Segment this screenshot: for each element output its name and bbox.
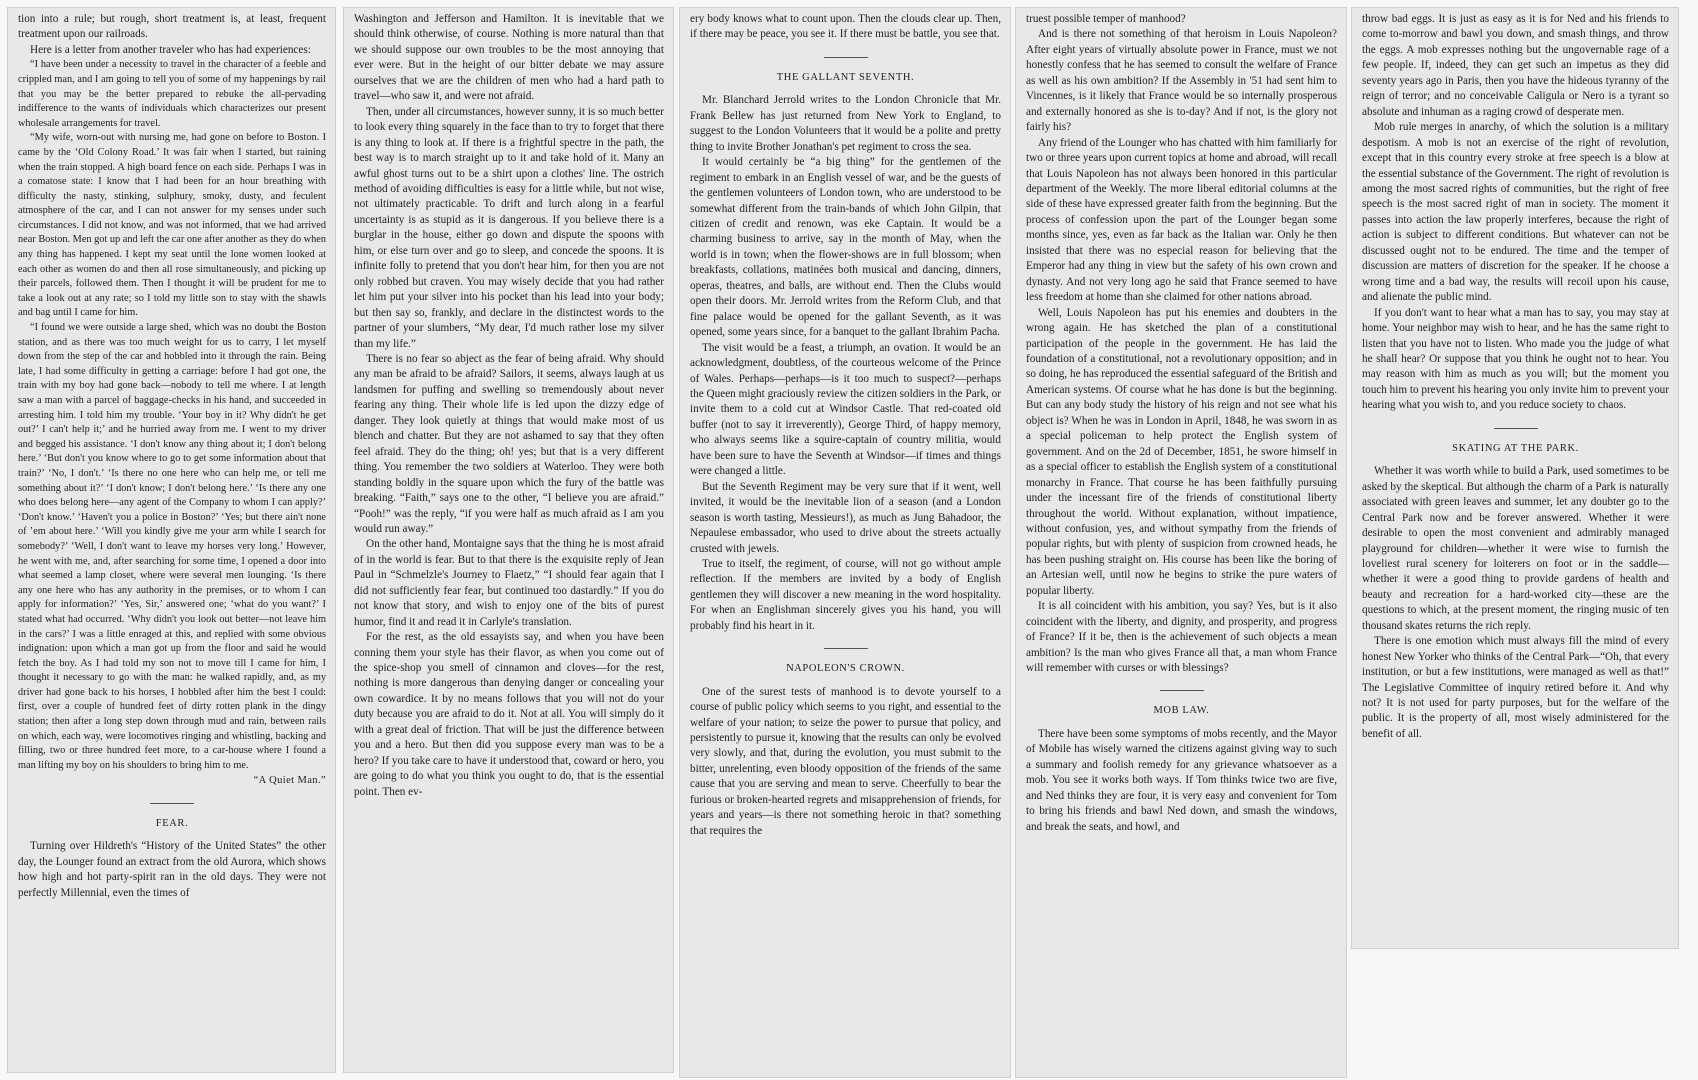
article-paragraph: Whether it was worth while to build a Park, used sometimes to be asked by the skeptical. But although the charm of a Park is naturally associated with green leaves and summer, let any doubter go to the Central Park now and be forever answered. Whether it were desirable to open the most convenient and admirably managed playground for children—whether it were wise to furnish the loveliest rural scenery for loiterers on foot or in the saddle—whether it were a good thing to provide gardens of health and beauty and recreation for a hard-worked city—these are the questions to which, at the present moment, the ringing music of ten thousand skates returns the rich reply. [1362, 465, 1669, 632]
article-paragraph: truest possible temper of manhood? [1026, 13, 1186, 25]
article-paragraph: True to itself, the regiment, of course, will not go without ample reflection. If the members are invited by a body of English gentlemen they will discover a new meaning in the word hospitality. For when an Englishman sincerely gives you his hand, you will probably find his heart in it. [690, 557, 1001, 632]
section-heading: THE GALLANT SEVENTH. [776, 71, 915, 83]
article-paragraph: Well, Louis Napoleon has put his enemies and doubters in the wrong again. He has sketched the plan of a constitutional participation of the people in the government. He has laid the foundation of a constitutional, not a revolutionary opposition; and in so doing, he has reproduced the essential safeguard of the British and American systems. Of course what he has done is but the beginning. But can any body study the history of his reign and not see what his object is? When he was in London in April, 1848, he was sworn in as a special policeman to help protect the English system of government. And on the 2d of December, 1851, he swore himself in as a special officer to establish the English system of a constitutional monarchy in France. That course he has been faithfully pursuing under the incessant fire of the friends of constitutional liberty throughout the world. Without explanation, without impatience, without confusion, yes, and without sympathy from the friends of popular rights, but with plenty of suspicion from crowned heads, he has been pushing straight on. His course has been like the boring of an Artesian well, until now he begins to strike the pure waters of popular liberty. [1026, 306, 1337, 597]
quoted-letter-paragraph: “I have been under a necessity to travel in the character of a feeble and crippled man, and I am going to tell you of some of my happenings by rail that you may be the better prepared to rebuke the all-pervading indifference to the wants of individuals which characterizes our present wholesale arrangements for travel. [18, 59, 326, 129]
article-paragraph: The visit would be a feast, a triumph, an ovation. It would be an acknowledgment, doubtless, of the courteous welcome of the Prince of Wales. Perhaps—perhaps—is it too much to suspect?—perhaps the Queen might graciously review the citizen soldiers in the Park, or invite them to a cold cut at Windsor Castle. That red-coated old buffer (not to say it irreverently), George Third, of happy memory, who always seems like a squire-captain of country militia, would have been sure to have the Seventh at Windsor—if times and things were changed a little. [690, 341, 1001, 478]
column-1 [8, 8, 335, 1072]
article-paragraph: There is one emotion which must always fill the mind of every honest New Yorker who thinks of the Central Park—“Oh, that every institution, or but a few institutions, were managed as well as that!” The Legislative Committee of inquiry retired before it. And why not? It is not used for party purposes, but for the welfare of the public. It is the property of all, most wisely administered for the benefit of all. [1362, 635, 1669, 740]
article-paragraph: It is all coincident with his ambition, you say? Yes, but is it also coincident with the liberty, and dignity, and prosperity, and progress of France? If it be, then is the achievement of such objects a mean ambition? Is the man who gives France all that, a man whom France will remember with curses or with blessings? [1026, 600, 1337, 675]
section-divider [150, 803, 194, 804]
column-5 [1352, 8, 1678, 948]
article-paragraph: Mr. Blanchard Jerrold writes to the London Chronicle that Mr. Frank Bellew has just returned from New York to England, to suggest to the London Volunteers that it would be a polite and pretty thing to invite Brother Jonathan's pet regiment to cross the sea. [690, 94, 1001, 153]
article-paragraph: throw bad eggs. It is just as easy as it is for Ned and his friends to come to-morrow and bawl you down, and smash things, and throw the eggs. A mob expresses nothing but the ungovernable rage of a few people. If, indeed, they can get such an impetus as they did seventy years ago in Paris, then you have the hideous tyranny of the reign of terror; and no conceivable Caligula or Nero is a tyrant so absolute and inhuman as a raging crowd of desperate men. [1362, 13, 1669, 118]
article-paragraph: Here is a letter from another traveler who has had experiences: [30, 43, 311, 56]
article-paragraph: There have been some symptoms of mobs recently, and the Mayor of Mobile has wisely warned the citizens against giving way to such a summary and foolish remedy for any grievance whatsoever as a mob. You see it works both ways. If Tom thinks twice two are five, and Ned thinks they are four, it is very easy and convenient for Tom to bring his friends and bawl Ned down, and smash the windows, and break the seats, and howl, and [1026, 727, 1337, 833]
quoted-letter-paragraph: “My wife, worn-out with nursing me, had gone on before to Boston. I came by the ‘Old Colony Road.’ It was fair when I started, but raining when the train stopped. A high board fence on each side. Perhaps I was in a comatose state: I know that I had been for an hour breathing with difficulty the nasty, stinking, sulphury, smoky, dusty, and feculent atmosphere of the car, and I can not answer for my senses under such circumstances. I did not know, and was not informed, that we had arrived near Boston. Men got up and left the car one after another as they do when any thing has happened. I kept my seat until the lone women looked at each other as women do and then all rose simultaneously, and picking up their parcels, followed them. Then I thought it will be prudent for me to take a look out at any rate; so I told my little son to stay with the shawls and bag until I came for him. [18, 132, 326, 319]
article-paragraph: tion into a rule; but rough, short treatment is, at least, frequent treatment upon our railroads. [18, 13, 326, 41]
article-paragraph: But the Seventh Regiment may be very sure that if it went, well invited, it would be the inevitable lion of a season (and a London season is worth tasting, Messieurs!), as much as Jung Bahadoor, the Nepaulese embassador, who used to drive about the streets actually crusted with jewels. [690, 480, 1001, 555]
column-2 [344, 8, 673, 1072]
article-paragraph: ery body knows what to count upon. Then the clouds clear up. Then, if there may be peace, you see it. If there must be battle, you see that. [690, 13, 1001, 41]
quoted-letter-paragraph: “I found we were outside a large shed, which was no doubt the Boston station, and as there was too much weight for us to carry, I let myself down from the step of the car and hobbled into it through the rain. Being late, I had some difficulty in getting a carriage: before I had got one, the train with my boy had gone back—nobody to tell me where. I at length saw a man with a parcel of baggage-checks in his hand, and succeeded in arresting him. I told him my trouble. ‘Your boy in it? Why didn't he get out?’ I can't help it;’ and he hurried away from me. I went to my driver and begged his assistance. ‘I don't know any thing about it; I don't belong here.’ ‘But don't you know where to go to get some information about that train?’ ‘No, I don't.’ ‘Is there no one here who can help me, or tell me something about it?’ ‘I don't know; I don't belong here.’ ‘Is there any one who does belong here—any agent of the Company to whom I can apply?’ ‘Don't know.’ ‘Haven't you a police in Boston?’ ‘Yes; but there ain't none of ’em about here.’ ‘Will you kindly give me your arm while I search for somebody?’ ‘Well, I don't want to leave my horses very long.’ However, he went with me, and, after searching for some time, I opened a door into what seemed a lamp closet, where were several men lounging. ‘Is there any one here who has any authority in the premises, or to whom I can apply for information?’ ‘Yes, Sir,’ answered one; ‘what do you want?’ I stated what had occurred. ‘Why didn't you look out better—not leave him in the cars?’ I was a little enraged at this, and replied with some obvious indignation: upon which a man got up from the floor and said he would fetch the boy. As I had told my son not to move till I came for him, I thought it necessary to go with the man: he walked rapidly, and, as my driver had gone back to his horses, I hobbled after him the best I could: first, over a couple of hundred feet of dirty rotten plank in the dingy station; then after a long step down through mud and rain, between rails on which, each way, were locomotives ringing and whistling, backing and filling, two or three hundred feet more, to a car-house where I found a man lifting my boy on his shoulders to bring him to me. [18, 322, 326, 771]
article-paragraph: Washington and Jefferson and Hamilton. It is inevitable that we should think otherwise, of course. Nothing is more natural than that we should suppose our own troubles to be the most annoying that ever were. But in the height of our bitter debate we may assure ourselves that we are the children of men who had a hard path to travel—who saw it, and were not afraid. [354, 13, 664, 103]
section-heading: SKATING AT THE PARK. [1452, 442, 1579, 454]
column-4 [1016, 8, 1346, 1077]
section-heading: FEAR. [155, 817, 189, 829]
article-paragraph: Mob rule merges in anarchy, of which the solution is a military despotism. A mob is not an exercise of the right of revolution, except that in this country every stroke at free speech is a blow at the essential substance of the Government. The right of revolution is among the most sacred rights of communities, but the right of free speech is the most sacred right of man in society. The moment it passes into action the law properly interferes, because the right of action is subject to different conditions. But whatever can not be discussed ought not to be endured. The time and the temper of discussion are matters of discretion for the speaker. If he choose a wrong time and a bad way, the results will recoil upon his cause, and alienate the public mind. [1362, 121, 1669, 304]
article-paragraph: Then, under all circumstances, however sunny, it is so much better to look every thing squarely in the face than to try to forget that there is any thing to look at. If there is a frightful spectre in the path, the best way is to march straight up to it and take hold of it. Many an awful ghost turns out to be a shirt upon a clothes' line. The ostrich method of avoiding difficulties is easy for a little while, but not wise, not ultimately practicable. To drift and lurch along in a fearful uncertainty is as stupid as it is dangerous. If you believe there is a burglar in the house, either go down and dispute the spoons with him, or else turn over and go to sleep, and concede the spoons. It is infinite folly to pretend that you don't hear him, for then you are not only robbed but craven. You may wisely decide that you had rather let him put your silver into his pocket than his lead into your body; but then say so, frankly, and declare in the distinctest words to the partner of your slumbers, “My dear, I'd much rather lose my silver than my life.” [354, 105, 664, 350]
article-paragraph: On the other hand, Montaigne says that the thing he is most afraid of in the world is fear. But to that there is the exquisite reply of Jean Paul in “Schmelzle's Journey to Flaetz,” “I should fear again that I did not sufficiently fear fear, but continued too dastardly.” If you do not know that story, and wish to enjoy one of the bits of purest humor, find it and read it in Carlyle's translation. [354, 538, 664, 628]
article-paragraph: There is no fear so abject as the fear of being afraid. Why should any man be afraid to be afraid? Sailors, it seems, always laugh at us landsmen for puffing and swelling so tremendously about never fearing any thing. Their whole life is led upon the dizzy edge of danger. They look quietly at things that would make most of us blench and chatter. But they are not ashamed to say that they often feel afraid. They do the thing; oh! yes; but that is a very different thing. You remember the two soldiers at Waterloo. They were both standing boldly in the square upon which the fury of the battle was breaking. “Faith,” says one to the other, “I believe you are afraid.” “Pooh!” was the reply, “if you were half as much afraid as I am you would run away.” [354, 352, 664, 535]
section-divider [824, 648, 868, 649]
section-heading: MOB LAW. [1153, 705, 1210, 717]
section-heading: NAPOLEON'S CROWN. [786, 663, 905, 675]
article-paragraph: It would certainly be “a big thing” for the gentlemen of the regiment to embark in an English vessel of war, and be the guests of the gentlemen volunteers of London town, who are understood to be somewhat different from the train-bands of which John Gilpin, that citizen of credit and renown, was eke Captain. It would be a charming business to arrive, say in the month of May, when the world is in town; when the flower-shows are in full blossom; when breakfasts, collations, matinées both musical and dancing, dinners, operas, theatres, and balls, are without end. Then the Clubs would open their doors. Mr. Jerrold writes from the Reform Club, and that fine palace would be opened for the gallant Seventh, as it was opened, some years since, for a banquet to the gallant Ibrahim Pacha. [690, 156, 1001, 339]
article-paragraph: If you don't want to hear what a man has to say, you may stay at home. Your neighbor may wish to hear, and he has the same right to listen that you have not to listen. Who made you the judge of what he shall hear? Or suppose that you think he ought not to hear. You may reason with him as much as you will; but the moment you touch him to prevent his hearing you only invite him to prevent your hearing what you wish to, and you reduce society to chaos. [1362, 306, 1669, 412]
letter-signature: “A Quiet Man.” [253, 775, 326, 787]
article-paragraph: And is there not something of that heroism in Louis Napoleon? After eight years of virtually absolute power in France, must we not honestly confess that he has seemed to consult the welfare of France as well as his own ambition? If the Assembly in '51 had sent him to Vincennes, is it likely that France would be so internally prosperous and externally honored as she is to-day? And if not, is the glory not fairly his? [1026, 28, 1337, 134]
article-paragraph: Turning over Hildreth's “History of the United States” the other day, the Lounger found an extract from the old Aurora, which shows how high and hot party-spirit ran in the old days. They were not perfectly Millennial, even the times of [18, 840, 326, 899]
article-paragraph: For the rest, as the old essayists say, and when you have been conning them your style has their flavor, as when you come out of the spice-shop you smell of cinnamon and cloves—for the rest, nothing is more dangerous than denying danger or concealing your own cowardice. It by no means follows that you will not do your duty because you are afraid to do it. Not at all. You will simply do it with a great deal of friction. That will be just the difference between you and a hero. But then did you suppose every man was to be a hero? If you take care to have it understood that, coward or hero, you are going to do what you think you ought to do, that is the essential point. Then ev- [354, 631, 664, 798]
article-paragraph: Any friend of the Lounger who has chatted with him familiarly for two or three years upon current topics at home and abroad, will recall that Louis Napoleon has not always been honored in this particular department of the Weekly. The more liberal editorial columns at the side of these have expressed greater faith from the beginning. But the process of confession upon the part of the Lounger began some months since, yes, even as far back as the Italian war. Only he then insisted that there was no especial reason for believing that the Emperor had any thing in view but the safety of his own crown and dynasty. And not very long ago he said that France seemed to have less freedom at home than she claimed for other nations abroad. [1026, 136, 1337, 304]
column-3 [680, 8, 1010, 1077]
section-divider [1160, 690, 1204, 691]
section-divider [824, 57, 868, 58]
article-paragraph: One of the surest tests of manhood is to devote yourself to a course of public policy which seems to you right, and essential to the welfare of your nation; to seize the power to pursue that policy, and persistently to pursue it, knowing that the results can only be evolved very slowly, and that, during the evolution, you must submit to the bitter, unrelenting, even bloody opposition of the friends of the same cause that you are serving and mean to serve. Cheerfully to bear the furious or broken-hearted regrets and misapprehension of friends, for years and years—is there not something heroic in that? something that requires the [690, 685, 1001, 837]
section-divider [1494, 428, 1538, 429]
